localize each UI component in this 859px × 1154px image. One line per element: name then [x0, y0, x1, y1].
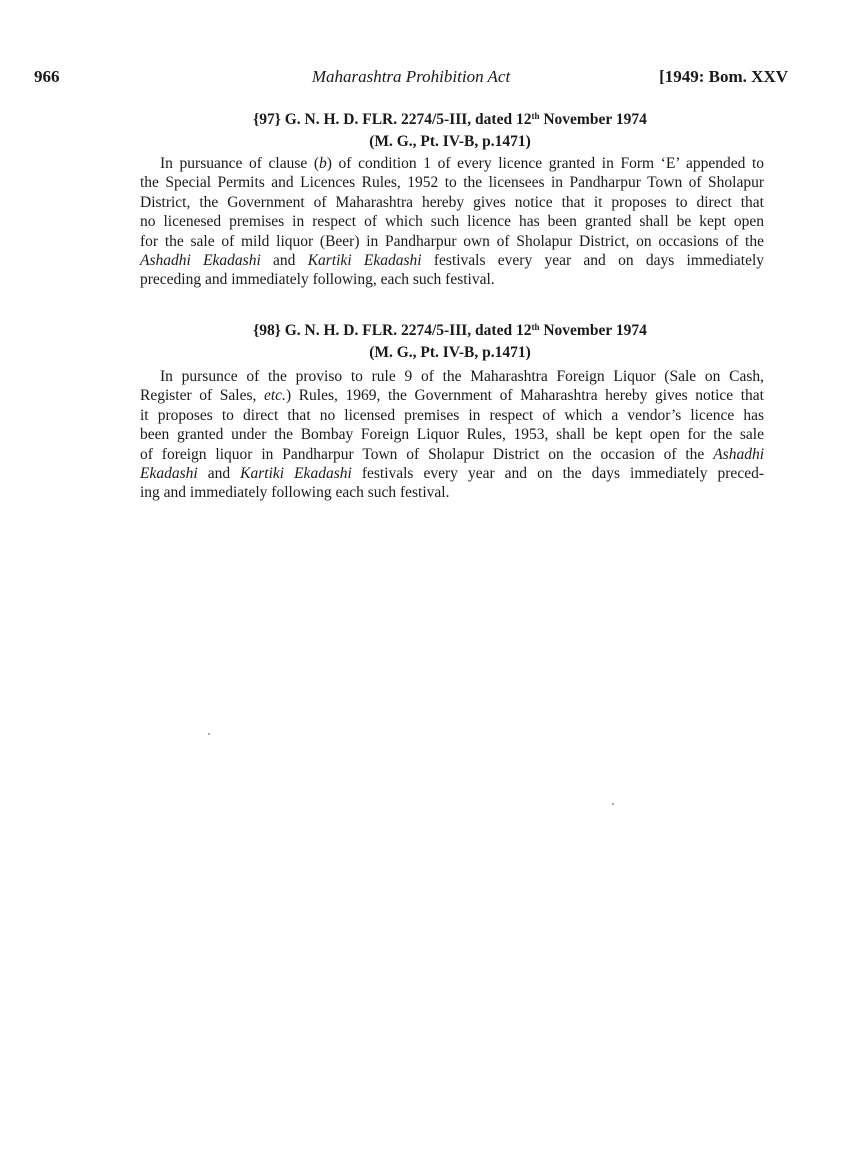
running-header [34, 66, 788, 88]
italic-term: Ashadhi [713, 445, 764, 463]
italic-term: Kartiki Ekadashi [240, 465, 352, 483]
notification-98-heading [140, 320, 760, 364]
text-line: Ashadhi Ekadashi and Kartiki Ekadashi festivals every year and on days immediately [140, 252, 765, 270]
italic-term: etc. [263, 387, 286, 405]
text-line: no licenesed premises in respect of which such licence has been granted shall be kept open [140, 213, 764, 231]
text-line: the Special Permits and Licences Rules, 1952 to the licensees in Pandharpur Town of Sholapur [140, 174, 764, 192]
text-line: preceding and immediately following, each such festival. [140, 271, 495, 289]
notification-98-heading-line1: {98} G. N. H. D. FLR. 2274/5-III, dated 12th November 1974 [253, 322, 647, 339]
text-line: Register of Sales, etc.) Rules, 1969, the Government of Maharashtra hereby gives notice that [140, 387, 764, 405]
text-line: In pursuance of clause (b) of condition 1 of every licence granted in Form ‘E’ appended to [160, 155, 765, 172]
notification-98-body [140, 367, 764, 503]
notification-97-gazette-ref: (M. G., Pt. IV-B, p.1471) [369, 133, 531, 150]
scan-speck [612, 803, 614, 805]
italic-term: Kartiki Ekadashi [307, 252, 422, 270]
notification-97-heading [140, 109, 760, 153]
text-line: of foreign liquor in Pandharpur Town of Sholapur District on the occasion of the Ashadhi [140, 445, 764, 463]
italic-term: b [319, 155, 327, 172]
text-line: In pursunce of the proviso to rule 9 of the Maharashtra Foreign Liquor (Sale on Cash, [160, 368, 764, 385]
text-line: Ekadashi and Kartiki Ekadashi festivals every year and on the days immediately preced- [140, 465, 764, 483]
italic-term: Ekadashi [140, 465, 198, 483]
notification-97-heading-line1: {97} G. N. H. D. FLR. 2274/5-III, dated 12th November 1974 [253, 111, 647, 128]
running-title: Maharashtra Prohibition Act [311, 67, 511, 86]
text-line: for the sale of mild liquor (Beer) in Pandharpur own of Sholapur District, on occasions of the [140, 232, 764, 250]
notification-98-gazette-ref: (M. G., Pt. IV-B, p.1471) [369, 344, 531, 361]
text-line: ing and immediately following each such festival. [140, 484, 450, 502]
scan-speck [208, 733, 210, 735]
text-line: District, the Government of Maharashtra hereby gives notice that it proposes to direct that [140, 193, 764, 211]
text-line: been granted under the Bombay Foreign Liquor Rules, 1953, shall be kept open for the sale [140, 426, 764, 444]
act-reference: [1949: Bom. XXV [659, 67, 788, 86]
text-line: it proposes to direct that no licensed premises in respect of which a vendor’s licence has [140, 406, 764, 424]
page-number: 966 [34, 67, 60, 86]
notification-97-body [140, 154, 764, 290]
italic-term: Ashadhi Ekadashi [140, 252, 261, 270]
